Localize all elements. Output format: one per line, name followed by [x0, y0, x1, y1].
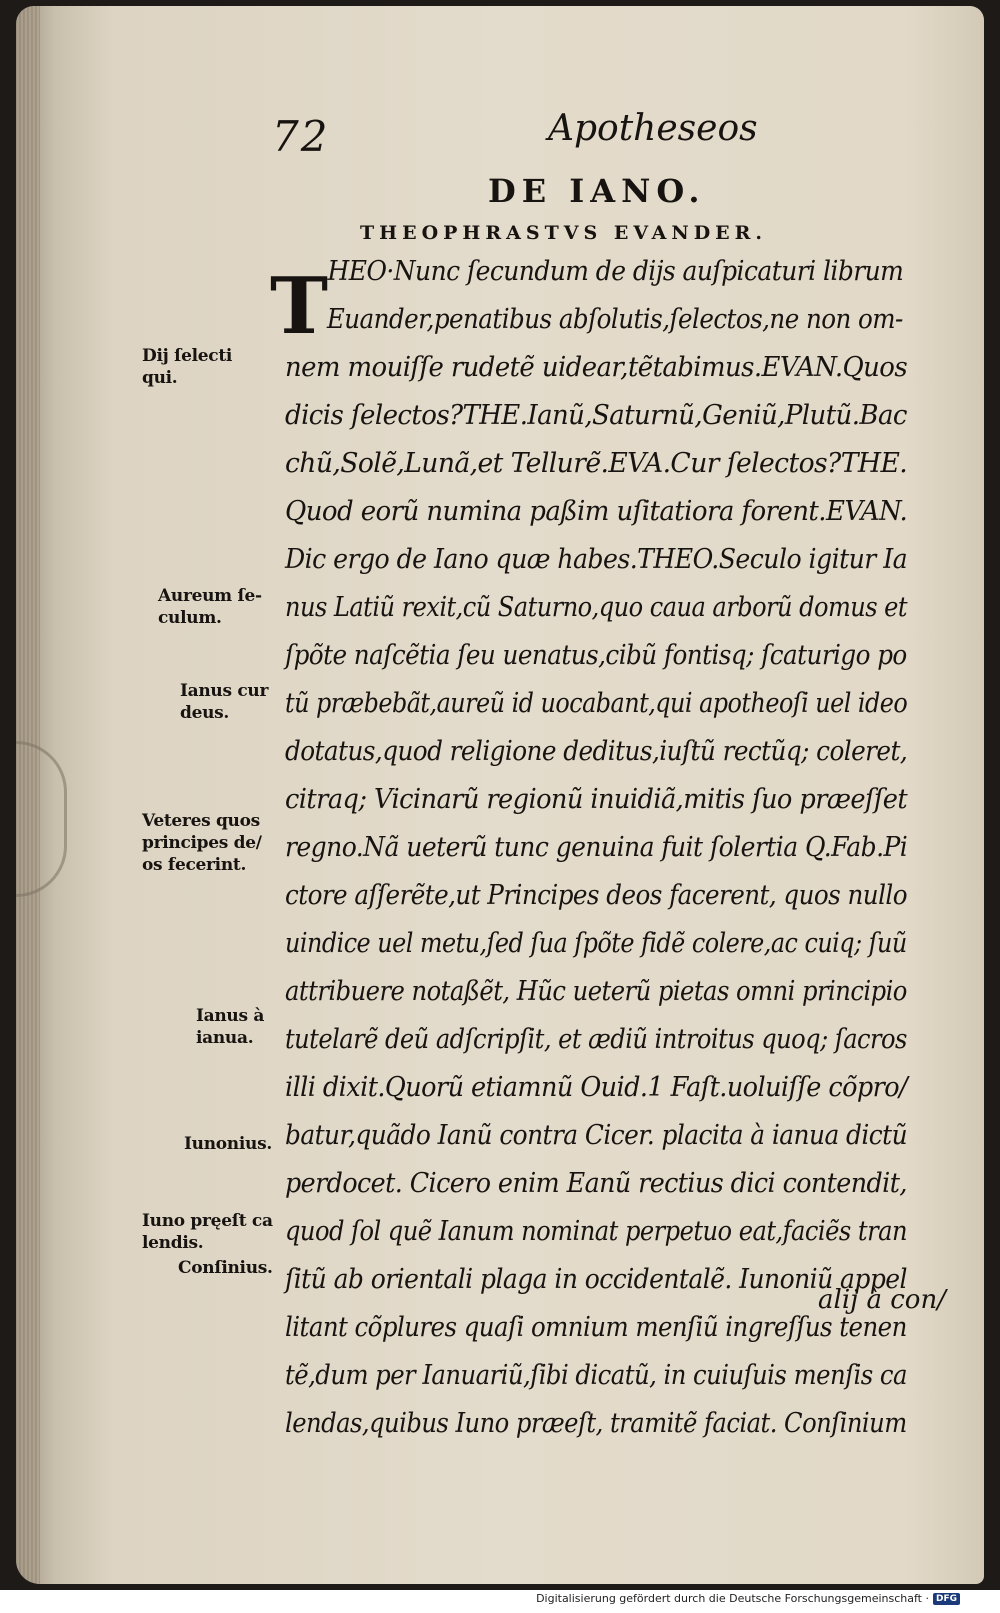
text-line: chũ,Solẽ,Lunã,et Tellurẽ.EVA.Cur ſelectos?THE.: [285, 448, 908, 479]
text-line: dicis ſelectos?THE.Ianũ,Saturnũ,Geniũ,Plutũ.Bac: [285, 400, 907, 431]
page-number: 72: [272, 112, 330, 161]
margin-note: Veteres quos principes de/ os fecerint.: [142, 811, 262, 875]
text-line: nus Latiũ rexit,cũ Saturno,quo caua arborũ domus et: [285, 592, 908, 623]
margin-note: Iunonius.: [184, 1134, 272, 1154]
text-line: regno.Nã ueterũ tunc genuina fuit ſolertia Q.Fab.Pi: [285, 832, 908, 863]
book-clasp: [16, 741, 67, 897]
section-title: DE IANO.: [488, 172, 706, 210]
text-line: citraq; Vicinarũ regionũ inuidiã,mitis ſuo præeſſet: [285, 784, 908, 815]
text-line: ſitũ ab orientali plaga in occidentalẽ. Iunoniũ appel: [285, 1264, 907, 1295]
margin-note: Iuno pręeſt ca lendis.: [142, 1211, 273, 1253]
text-line: lendas,quibus Iuno præeſt, tramitẽ faciat. Conſinium: [285, 1408, 907, 1439]
credit-text: Digitalisierung gefördert durch die Deutsche Forschungsgemeinschaft ·: [536, 1592, 929, 1605]
text-line: batur,quãdo Ianũ contra Cicer. placita à ianua dictũ: [285, 1120, 908, 1151]
dialogue-speakers: THEOPHRASTVS EVANDER.: [360, 222, 768, 244]
running-head: Apotheseos: [548, 108, 758, 149]
text-line: nem mouiſſe rudetẽ uidear,tẽtabimus.EVAN.Quos: [285, 352, 908, 383]
margin-note: Conſinius.: [178, 1258, 273, 1278]
text-line: Quod eorũ numina paßim uſitatiora forent.EVAN.: [285, 496, 908, 527]
text-line: litant cõplures quaſi omnium menſiũ ingreſſus tenen: [285, 1312, 907, 1343]
dfg-logo-icon: DFG: [933, 1593, 960, 1605]
digitization-credit: [536, 1592, 960, 1605]
text-line: dotatus,quod religione deditus,iuſtũ rectũq; coleret,: [285, 736, 908, 767]
margin-note: Dij ſelecti qui.: [142, 346, 233, 388]
text-line: tẽ,dum per Ianuariũ,ſibi dicatũ, in cuiuſuis menſis ca: [285, 1360, 907, 1391]
text-line: quod ſol quẽ Ianum nominat perpetuo eat,faciẽs tran: [285, 1216, 907, 1247]
drop-capital: T: [270, 261, 329, 352]
text-line: ctore aſſerẽte,ut Principes deos facerent, quos nullo: [285, 880, 907, 911]
text-line: attribuere notaßẽt, Hũc ueterũ pietas omni principio: [285, 976, 907, 1007]
margin-note: Aureum ſe- culum.: [158, 586, 262, 628]
text-line: illi dixit.Quorũ etiamnũ Ouid.1 Faſt.uoluiſſe cõpro/: [285, 1072, 908, 1103]
margin-note: Ianus à ianua.: [196, 1006, 265, 1048]
text-line: tũ præbebãt,aureũ id uocabant,qui apotheoſi uel ideo: [285, 688, 908, 719]
text-body: [285, 248, 925, 1448]
text-line: HEO·Nunc ſecundum de dijs auſpicaturi librum: [327, 256, 904, 287]
text-line: perdocet. Cicero enim Eanũ rectius dici contendit,: [285, 1168, 907, 1199]
text-line: tutelarẽ deũ adſcripſit, et ædiũ introitus quoq; ſacros: [285, 1024, 907, 1055]
text-line: Euander,penatibus abſolutis,ſelectos,ne non om-: [326, 304, 903, 335]
text-line: ſpõte naſcẽtia ſeu uenatus,cibũ fontisq; ſcaturigo po: [285, 640, 907, 671]
catchword: alij à con/: [818, 1285, 946, 1315]
margin-note: Ianus cur deus.: [180, 681, 269, 723]
text-line: uindice uel metu,ſed ſua ſpõte fidẽ colere,ac cuiq; ſuũ: [285, 928, 907, 959]
text-line: Dic ergo de Iano quæ habes.THEO.Seculo igitur Ia: [285, 544, 908, 575]
